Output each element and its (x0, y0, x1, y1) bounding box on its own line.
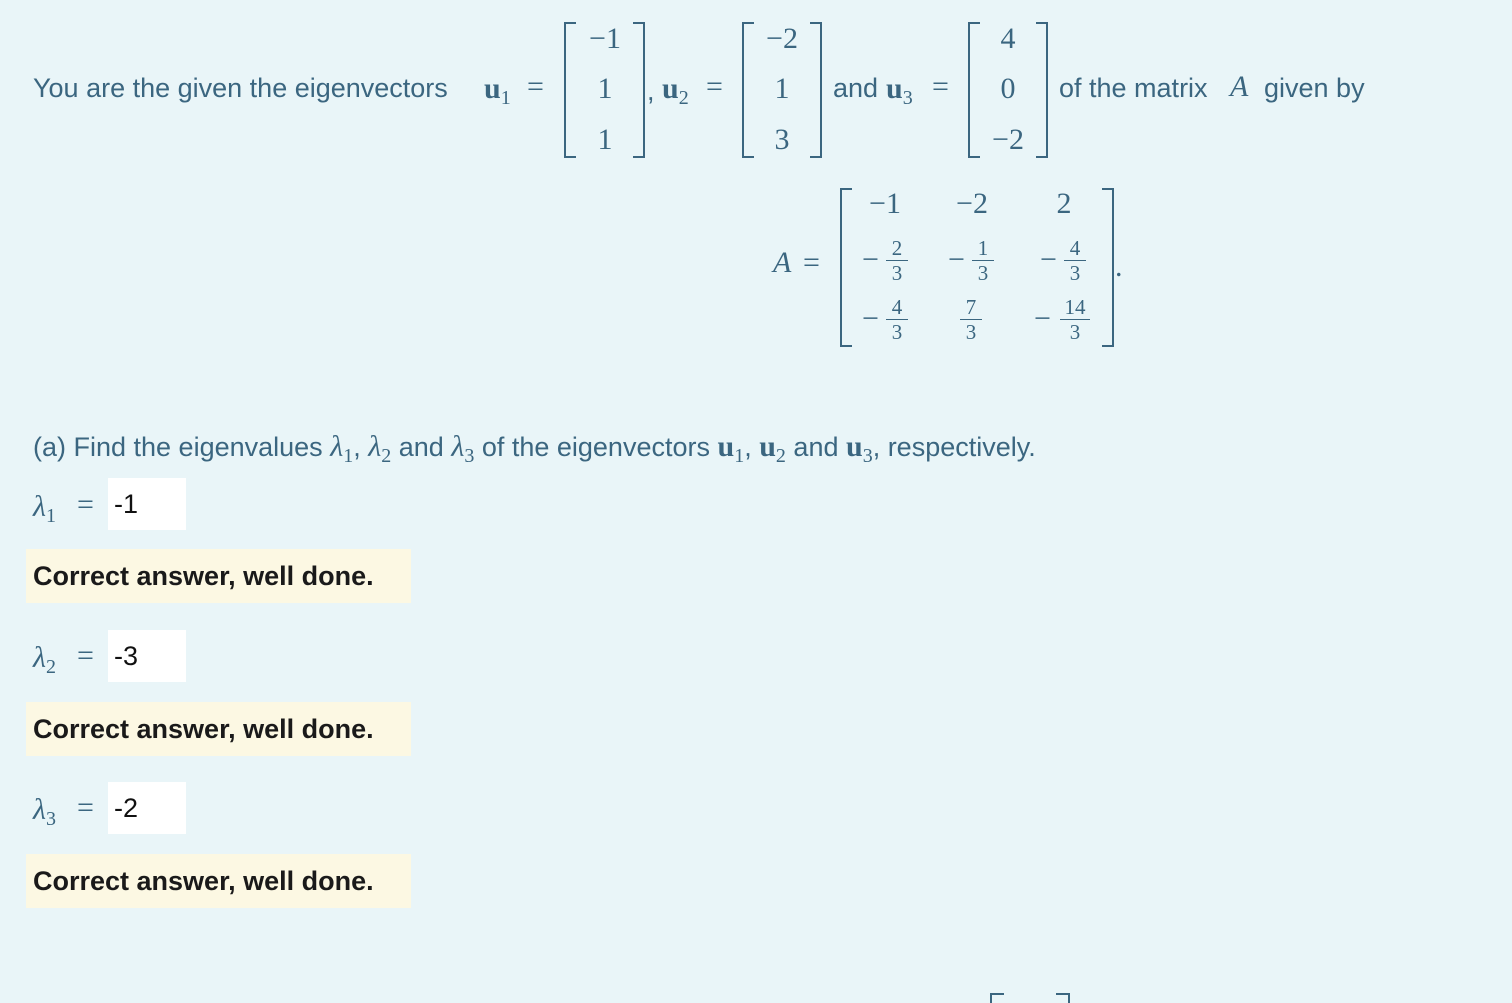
u2-entry: 1 (774, 72, 790, 105)
matrix-fraction: 4 3 (886, 296, 908, 343)
lambda-2-label: $\lambda_2$ (33, 641, 56, 678)
u3-entry: 0 (1000, 72, 1016, 105)
equals-sign: = (77, 488, 94, 521)
u2-symbol: $u_2$ (662, 72, 689, 109)
equals-sign: = (803, 246, 820, 279)
equals-sign: = (932, 70, 949, 103)
u2-entry: 3 (774, 123, 790, 156)
lambda-3-input[interactable]: -2 (108, 782, 186, 834)
u3-entry: 4 (1000, 22, 1016, 55)
equals-sign: = (77, 639, 94, 672)
given-by-text: given by (1264, 73, 1365, 103)
matrix-label: A (773, 246, 792, 279)
u2-entry: −2 (766, 22, 798, 55)
matrix-cell: −2 (956, 187, 988, 220)
matrix-fraction: 14 3 (1060, 296, 1090, 343)
matrix-cell: 2 (1056, 187, 1072, 220)
u1-entry: 1 (597, 72, 613, 105)
matrix-symbol: A (1230, 70, 1249, 103)
matrix-fraction: 7 3 (960, 296, 982, 343)
u1-entry: −1 (589, 22, 621, 55)
lambda-1-input[interactable]: -1 (108, 478, 186, 530)
u1-entry: 1 (597, 123, 613, 156)
lambda-1-label: $\lambda_1$ (33, 490, 56, 527)
and-text: and (833, 73, 879, 103)
lambda-3-feedback: Correct answer, well done. (26, 854, 411, 908)
equals-sign: = (77, 791, 94, 824)
matrix-fraction: 4 3 (1064, 237, 1086, 284)
comma: , (647, 76, 655, 106)
suffix-text: of the matrix (1059, 73, 1208, 103)
matrix-sign: − (862, 243, 879, 276)
matrix-sign: − (948, 243, 965, 276)
matrix-fraction: 2 3 (886, 237, 908, 284)
equals-sign: = (706, 70, 723, 103)
lambda-1-feedback: Correct answer, well done. (26, 549, 411, 603)
lambda-2-input[interactable]: -3 (108, 630, 186, 682)
matrix-sign: − (1034, 302, 1051, 335)
period: . (1115, 250, 1123, 283)
lambda-2-feedback: Correct answer, well done. (26, 702, 411, 756)
question-a: (a) Find the eigenvalues $\lambda_1$, $\lambda_2$ and $\lambda_3$ of the eigenvectors $u_1$, $u_2$ and $u_3$, respectively. (33, 430, 1036, 467)
u1-symbol: $u_1$ (484, 72, 511, 109)
u3-symbol: $u_3$ (886, 72, 913, 109)
matrix-sign: − (862, 302, 879, 335)
equals-sign: = (527, 70, 544, 103)
u3-entry: −2 (992, 123, 1024, 156)
matrix-cell: −1 (869, 187, 901, 220)
lambda-3-label: $\lambda_3$ (33, 793, 56, 830)
matrix-sign: − (1040, 243, 1057, 276)
matrix-fraction: 1 3 (972, 237, 994, 284)
intro-text: You are the given the eigenvectors (33, 73, 448, 103)
